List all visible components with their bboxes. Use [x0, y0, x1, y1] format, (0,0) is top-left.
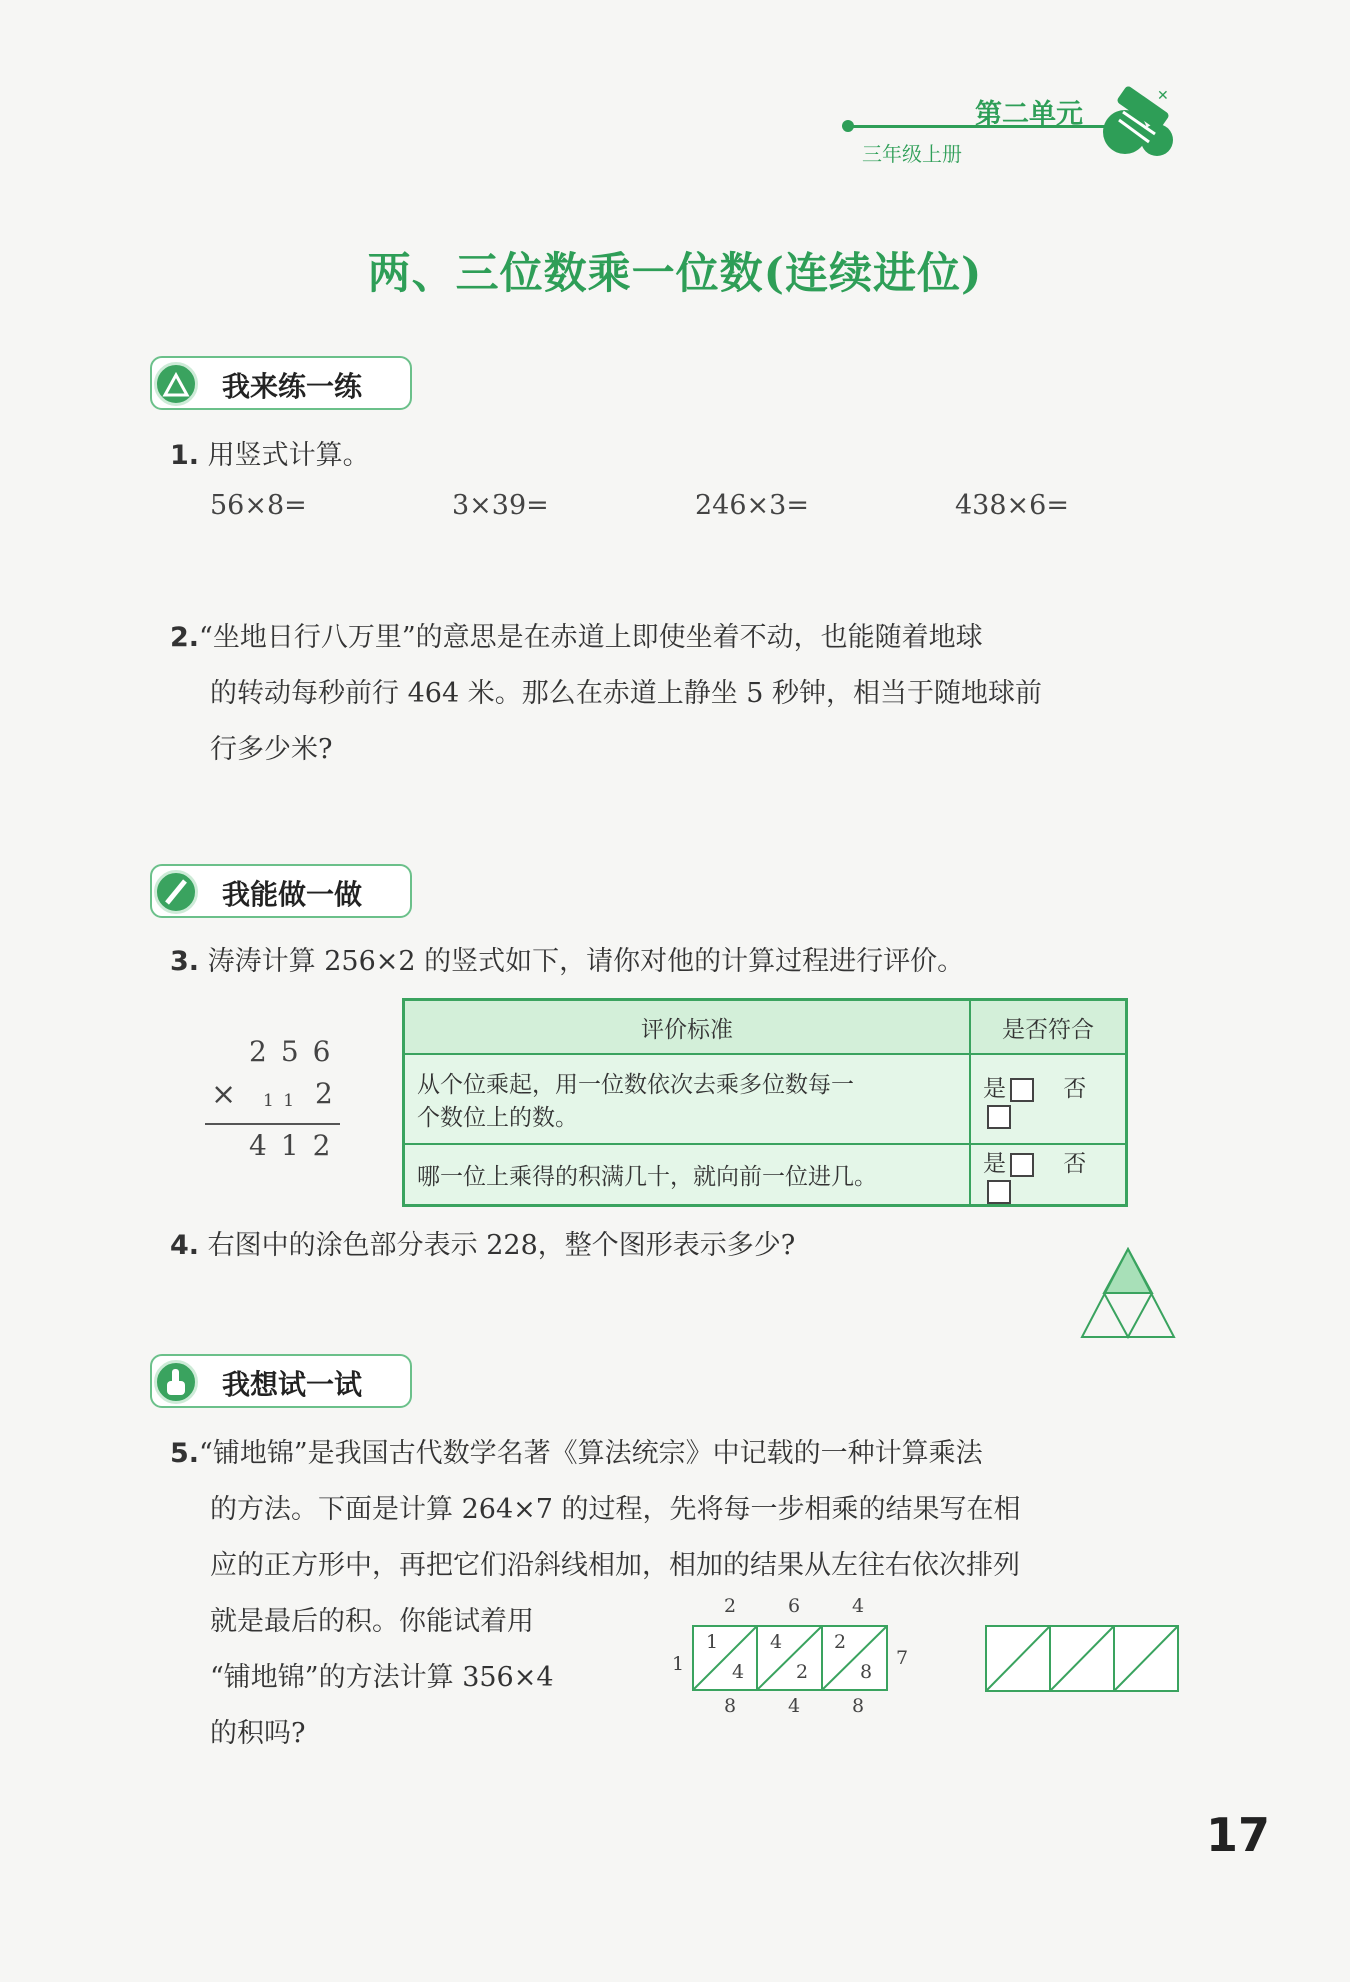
section-do-label: 我能做一做: [222, 878, 363, 911]
lattice-cell-tens: 2: [834, 1631, 847, 1653]
empty-lattice-grid: [985, 1625, 1180, 1693]
lattice-cell-units: 2: [796, 1661, 809, 1683]
header-match: 是否符合: [970, 1000, 1127, 1055]
question-5-line5: “铺地锦”的方法计算 356×4: [210, 1662, 554, 1693]
table-row: [404, 1054, 1127, 1144]
lattice-cell-tens: 4: [770, 1631, 783, 1653]
no-checkbox[interactable]: [987, 1180, 1011, 1204]
question-2-line3: 行多少米?: [210, 734, 333, 765]
question-5-line3: 应的正方形中，再把它们沿斜线相加，相加的结果从左往右依次排列: [210, 1550, 1020, 1581]
yes-checkbox[interactable]: [1010, 1078, 1034, 1102]
lattice-top-digit: 4: [852, 1595, 865, 1617]
calc-4: 438×6=: [955, 490, 1069, 521]
table-row: [404, 1144, 1127, 1206]
triangle-figure: [1078, 1245, 1178, 1350]
lattice-bottom-digit: 8: [724, 1695, 737, 1717]
section-do-tag: [150, 864, 412, 918]
question-2-line2: 的转动每秒前行 464 米。那么在赤道上静坐 5 秒钟，相当于随地球前: [210, 678, 1043, 709]
vertical-result: 412: [249, 1129, 345, 1162]
page-title: 两、三位数乘一位数(连续进位): [367, 249, 983, 299]
lattice-bottom-digit: 8: [852, 1695, 865, 1717]
evaluation-table: [402, 998, 1128, 1207]
question-2: 2.“坐地日行八万里”的意思是在赤道上即使坐着不动，也能随着地球: [170, 622, 983, 653]
lattice-top-digit: 6: [788, 1595, 801, 1617]
lattice-top-digit: 2: [724, 1595, 737, 1617]
question-4-text: 右图中的涂色部分表示 228，整个图形表示多少?: [207, 1230, 796, 1261]
calc-3: 246×3=: [695, 490, 809, 521]
question-2-line1: “坐地日行八万里”的意思是在赤道上即使坐着不动，也能随着地球: [199, 622, 983, 653]
yes-checkbox[interactable]: [1010, 1153, 1034, 1177]
no-checkbox[interactable]: [987, 1105, 1011, 1129]
question-4: 4. 右图中的涂色部分表示 228，整个图形表示多少?: [170, 1230, 796, 1261]
lattice-cell-units: 8: [860, 1661, 873, 1683]
grade-label: 三年级上册: [862, 142, 962, 166]
pencil-icon: [154, 870, 198, 914]
question-3-text: 涛涛计算 256×2 的竖式如下，请你对他的计算过程进行评价。: [207, 946, 965, 977]
page-number: 17: [1205, 1808, 1270, 1862]
criterion-cell: 从个位乘起，用一位数依次去乘多位数每一 个数位上的数。: [404, 1054, 971, 1144]
lattice-example: [664, 1595, 924, 1735]
question-5-line2: 的方法。下面是计算 264×7 的过程，先将每一步相乘的结果写在相: [210, 1494, 1021, 1525]
calc-1: 56×8=: [210, 490, 307, 521]
pointing-hand-icon: [154, 1360, 198, 1404]
pencil-logo-icon: [1095, 82, 1185, 162]
vertical-operator: ×: [211, 1077, 251, 1112]
lattice-side-digit: 7: [896, 1647, 909, 1669]
unit-label: 第二单元: [975, 99, 1083, 130]
svg-text:✕: ✕: [1157, 88, 1169, 104]
section-try-tag: [150, 1354, 412, 1408]
answer-cell: 是 否: [970, 1144, 1127, 1206]
question-5-line1: “铺地锦”是我国古代数学名著《算法统宗》中记载的一种计算乘法: [199, 1438, 983, 1469]
lattice-cell-units: 4: [732, 1661, 745, 1683]
vertical-multiplier: 2: [315, 1077, 347, 1110]
vertical-calculation: [205, 1035, 345, 1165]
lattice-left-carry: 1: [672, 1653, 685, 1675]
lattice-grid: [692, 1625, 888, 1691]
header-criteria: 评价标准: [404, 1000, 971, 1055]
question-1: 1. 用竖式计算。: [170, 440, 370, 471]
criterion-cell: 哪一位上乘得的积满几十，就向前一位进几。: [404, 1144, 971, 1206]
section-try-label: 我想试一试: [222, 1368, 363, 1401]
question-5-line6: 的积吗?: [210, 1718, 306, 1749]
table-header-row: [404, 1000, 1127, 1055]
calc-2: 3×39=: [452, 490, 549, 521]
question-3: 3. 涛涛计算 256×2 的竖式如下，请你对他的计算过程进行评价。: [170, 946, 965, 977]
section-practice-label: 我来练一练: [222, 370, 363, 403]
lattice-bottom-digit: 4: [788, 1695, 801, 1717]
question-5-line4: 就是最后的积。你能试着用: [210, 1606, 534, 1637]
section-practice-tag: [150, 356, 412, 410]
ruler-triangle-icon: [154, 362, 198, 406]
lattice-cell-tens: 1: [706, 1631, 719, 1653]
vertical-carry: 1 1: [263, 1091, 297, 1111]
question-1-text: 用竖式计算。: [207, 440, 370, 471]
answer-cell: 是 否: [970, 1054, 1127, 1144]
vertical-line: [205, 1123, 340, 1125]
vertical-top: 256: [249, 1035, 345, 1068]
question-5: 5.“铺地锦”是我国古代数学名著《算法统宗》中记载的一种计算乘法: [170, 1438, 983, 1469]
